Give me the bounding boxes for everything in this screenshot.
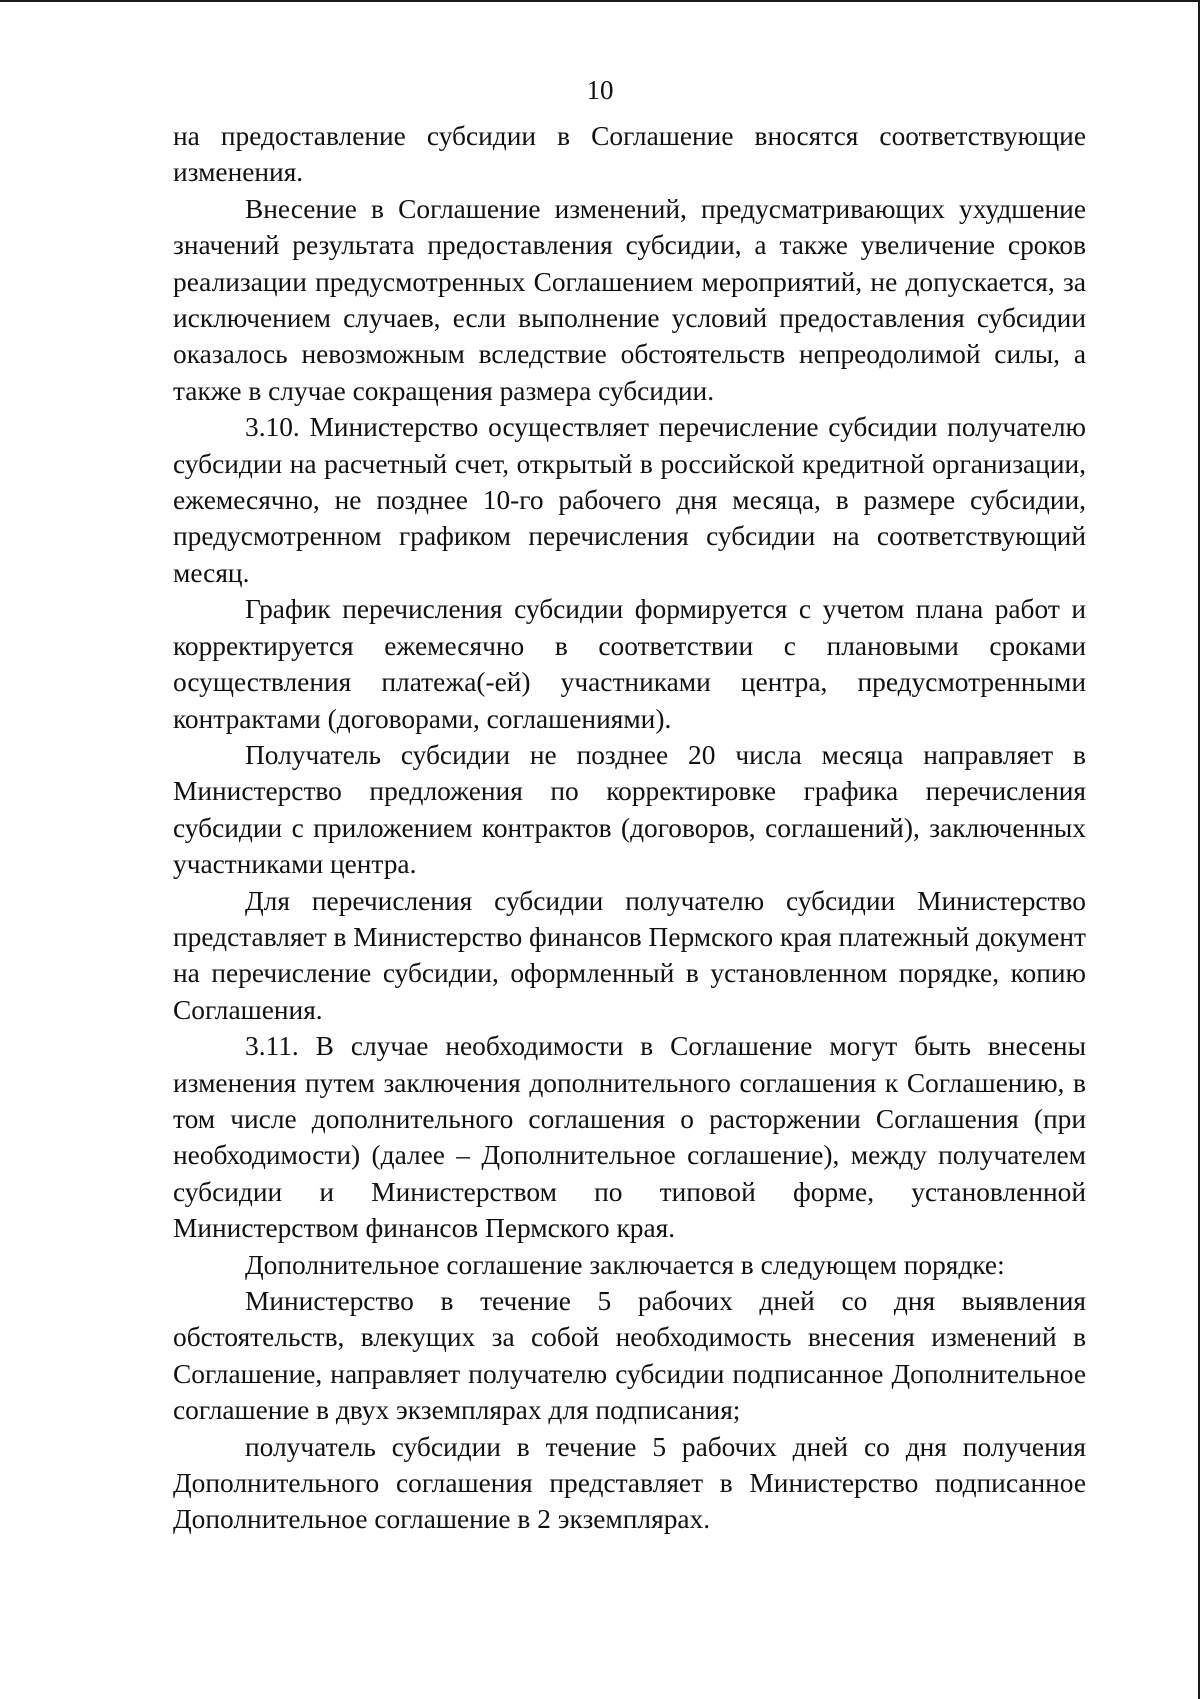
paragraph-procedure-intro: Дополнительное соглашение заключается в следующем порядке: xyxy=(245,1249,1005,1280)
paragraph-clause-3-11: 3.11. В случае необходимости в Соглашение могут быть внесены изменения путем заключения дополнительного соглашения к Соглашению, в том числе дополнительного соглашения о расторжении Соглашения (при необходимости) (далее – Дополнительное соглашение), между получателем субсидии и Министерством по типовой форме, установленной Министерством финансов Пермского края. xyxy=(173,1031,1086,1244)
paragraph-continuation: на предоставление субсидии в Соглашение вносятся соответствующие изменения. xyxy=(173,121,1086,188)
paragraph-clause-3-10: 3.10. Министерство осуществляет перечисление субсидии получателю субсидии на расчетный счет, открытый в российской кредитной организации, ежемесячно, не позднее 10-го рабочего дня месяца, в размере субсидии, предусмотренном графиком перечисления субсидии на соответствующий месяц. xyxy=(173,412,1086,588)
paragraph-payment-document: Для перечисления субсидии получателю субсидии Министерство представляет в Министерство финансов Пермского края платежный документ на перечисление субсидии, оформленный в установленном порядке, копию Соглашения. xyxy=(173,885,1086,1025)
document-body xyxy=(173,118,1086,1538)
page-number: 10 xyxy=(586,75,614,105)
paragraph-ministry-sends: Министерство в течение 5 рабочих дней со дня выявления обстоятельств, влекущих за собой необходимость внесения изменений в Соглашение, направляет получателю субсидии подписанное Дополнительное соглашение в двух экземплярах для подписания; xyxy=(173,1286,1086,1426)
scan-top-edge xyxy=(0,0,1200,2)
paragraph-schedule-proposals: Получатель субсидии не позднее 20 числа месяца направляет в Министерство предложения по корректировке графика перечисления субсидии с приложением контрактов (договоров, соглашений), заключенных участниками центра. xyxy=(173,739,1086,880)
paragraph-amendment-restrictions: Внесение в Соглашение изменений, предусматривающих ухудшение значений результата предоставления субсидии, а также увеличение сроков реализации предусмотренных Соглашением мероприятий, не допускается, за исключением случаев, если выполнение условий предоставления субсидии оказалось невозможным вследствие обстоятельств непреодолимой силы, а также в случае сокращения размера субсидии. xyxy=(173,193,1086,406)
paragraph-transfer-schedule: График перечисления субсидии формируется с учетом плана работ и корректируется ежемесячно в соответствии с плановыми сроками осуществления платежа(-ей) участниками центра, предусмотренными контрактами (договорами, соглашениями). xyxy=(173,594,1086,734)
paragraph-recipient-returns: получатель субсидии в течение 5 рабочих дней со дня получения Дополнительного соглашения представляет в Министерство подписанное Дополнительное соглашение в 2 экземплярах. xyxy=(173,1431,1086,1535)
